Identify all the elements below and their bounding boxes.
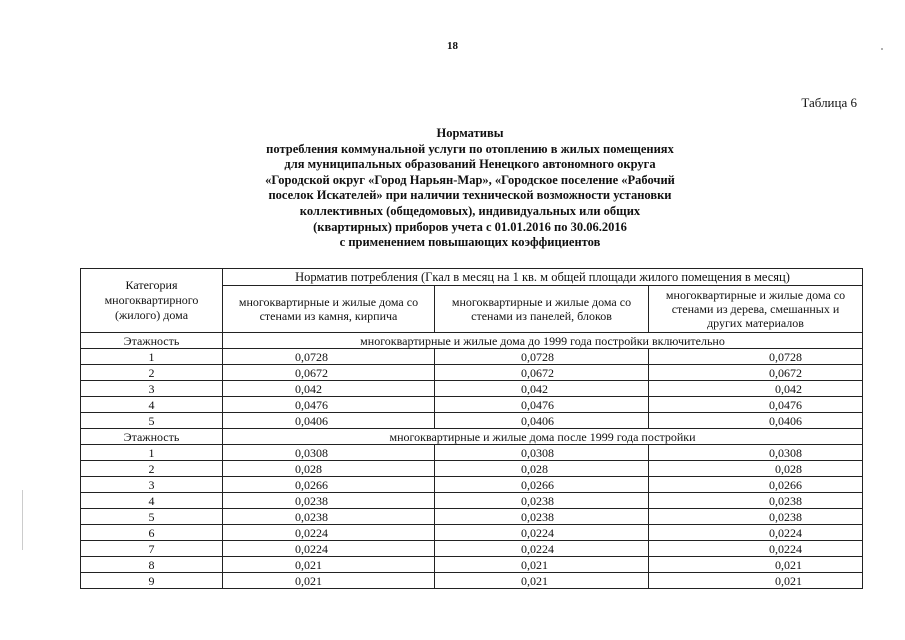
norm-value: 0,0308 (649, 445, 863, 461)
norm-value: 0,0238 (223, 493, 435, 509)
norm-value: 0,0238 (435, 509, 649, 525)
floor-count: 7 (81, 541, 223, 557)
norm-value: 0,021 (223, 557, 435, 573)
table-header-row (81, 269, 863, 286)
norm-value: 0,0238 (223, 509, 435, 525)
title-line: (квартирных) приборов учета с 01.01.2016 по 30.06.2016 (313, 219, 627, 234)
table-row (81, 381, 863, 397)
floor-count: 8 (81, 557, 223, 573)
group-header-row (81, 429, 863, 445)
table-row (81, 557, 863, 573)
norm-value: 0,0728 (223, 349, 435, 365)
title-heading: Нормативы (436, 126, 504, 140)
norm-value: 0,0224 (649, 541, 863, 557)
norm-value: 0,0406 (649, 413, 863, 429)
norm-value: 0,0672 (435, 365, 649, 381)
table-row (81, 397, 863, 413)
norm-value: 0,0238 (435, 493, 649, 509)
floor-count: 1 (81, 445, 223, 461)
table-row (81, 461, 863, 477)
table-row (81, 541, 863, 557)
floor-count: 2 (81, 365, 223, 381)
norm-value: 0,021 (435, 557, 649, 573)
norm-value: 0,0406 (435, 413, 649, 429)
norm-value: 0,0224 (435, 525, 649, 541)
group-label: Этажность (81, 429, 223, 445)
norm-value: 0,0476 (223, 397, 435, 413)
column-header-stone: многоквартирные и жилые дома со стенами из камня, кирпича (223, 286, 435, 333)
category-header: Категория многоквартирного (жилого) дома (81, 269, 223, 333)
title-line: коллективных (общедомовых), индивидуальных или общих (299, 203, 641, 218)
floor-count: 1 (81, 349, 223, 365)
table-row (81, 413, 863, 429)
norm-value: 0,028 (435, 461, 649, 477)
norm-value: 0,028 (223, 461, 435, 477)
norm-value: 0,028 (649, 461, 863, 477)
title-line: для муниципальных образований Ненецкого автономного округа (284, 157, 656, 172)
norm-value: 0,021 (649, 573, 863, 589)
table-row (81, 573, 863, 589)
floor-count: 4 (81, 493, 223, 509)
norm-value: 0,0224 (223, 525, 435, 541)
norm-value: 0,0266 (223, 477, 435, 493)
table-row (81, 477, 863, 493)
table-row (81, 445, 863, 461)
title-line: потребления коммунальной услуги по отоплению в жилых помещениях (266, 141, 674, 156)
table-row (81, 525, 863, 541)
norm-value: 0,0728 (649, 349, 863, 365)
norms-table (80, 268, 863, 589)
norm-value: 0,0266 (435, 477, 649, 493)
floor-count: 9 (81, 573, 223, 589)
floor-count: 3 (81, 477, 223, 493)
norm-value: 0,0476 (435, 397, 649, 413)
table-body (81, 333, 863, 589)
floor-count: 4 (81, 397, 223, 413)
norm-value: 0,0238 (649, 509, 863, 525)
norm-value: 0,0672 (223, 365, 435, 381)
norm-value: 0,042 (223, 381, 435, 397)
norm-value: 0,0728 (435, 349, 649, 365)
column-header-panel: многоквартирные и жилые дома со стенами из панелей, блоков (435, 286, 649, 333)
scan-dot (881, 48, 883, 50)
table-row (81, 349, 863, 365)
norm-value: 0,0238 (649, 493, 863, 509)
norm-value: 0,0476 (649, 397, 863, 413)
norm-value: 0,021 (223, 573, 435, 589)
title-line: с применением повышающих коэффициентов (339, 235, 601, 250)
norm-value: 0,0672 (649, 365, 863, 381)
norm-value: 0,021 (649, 557, 863, 573)
group-label: Этажность (81, 333, 223, 349)
group-header-row (81, 333, 863, 349)
norm-value: 0,0406 (223, 413, 435, 429)
floor-count: 2 (81, 461, 223, 477)
table-row (81, 493, 863, 509)
title-line: «Городской округ «Город Нарьян-Мар», «Городское поселение «Рабочий (265, 172, 675, 187)
norm-header: Норматив потребления (Гкал в месяц на 1 кв. м общей площади жилого помещения в месяц) (223, 269, 863, 286)
norm-value: 0,042 (649, 381, 863, 397)
norm-value: 0,042 (435, 381, 649, 397)
group-title: многоквартирные и жилые дома после 1999 года постройки (223, 429, 863, 445)
column-header-wood: многоквартирные и жилые дома со стенами из дерева, смешанных и других материалов (649, 286, 863, 333)
floor-count: 6 (81, 525, 223, 541)
document-title (180, 126, 760, 251)
norm-value: 0,021 (435, 573, 649, 589)
page-number: 18 (447, 40, 458, 52)
table-row (81, 509, 863, 525)
norm-value: 0,0224 (649, 525, 863, 541)
table-label: Таблица 6 (801, 95, 857, 110)
scan-margin-mark (22, 490, 23, 550)
norm-value: 0,0308 (223, 445, 435, 461)
title-line: поселок Искателей» при наличии технической возможности установки (268, 188, 672, 203)
table-row (81, 365, 863, 381)
floor-count: 5 (81, 509, 223, 525)
norm-value: 0,0224 (435, 541, 649, 557)
floor-count: 5 (81, 413, 223, 429)
norm-value: 0,0266 (649, 477, 863, 493)
floor-count: 3 (81, 381, 223, 397)
group-title: многоквартирные и жилые дома до 1999 года постройки включительно (223, 333, 863, 349)
norm-value: 0,0224 (223, 541, 435, 557)
norm-value: 0,0308 (435, 445, 649, 461)
